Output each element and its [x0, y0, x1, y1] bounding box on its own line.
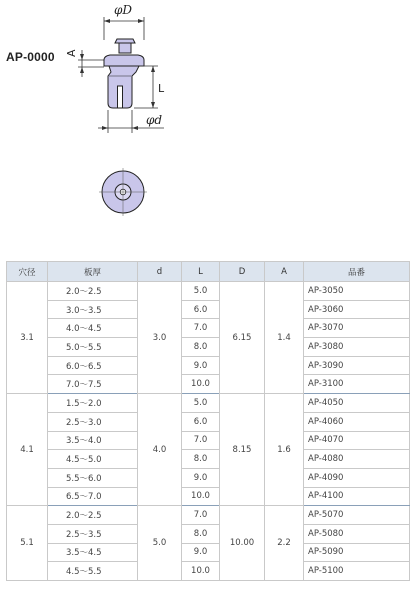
cell-part: AP-5090	[304, 543, 410, 562]
dim-phid-label: φd	[146, 113, 163, 127]
rivet-drawing	[0, 0, 414, 255]
cell-A: 2.2	[265, 506, 304, 581]
cell-hole: 5.1	[7, 506, 48, 581]
cell-L: 10.0	[182, 487, 220, 506]
dim-L-label: L	[158, 82, 165, 95]
table-row	[7, 282, 410, 301]
table-row	[7, 562, 410, 581]
table-row	[7, 412, 410, 431]
cell-thickness: 2.0～2.5	[48, 506, 138, 525]
table-row	[7, 375, 410, 394]
spec-table	[6, 261, 410, 581]
cell-part: AP-3100	[304, 375, 410, 394]
rivet-side-view	[104, 39, 144, 108]
cell-thickness: 5.5～6.0	[48, 468, 138, 487]
cell-L: 9.0	[182, 543, 220, 562]
cell-part: AP-5100	[304, 562, 410, 581]
table-row	[7, 487, 410, 506]
cell-thickness: 4.5～5.5	[48, 562, 138, 581]
header-thickness: 板厚	[48, 262, 138, 282]
dim-A-label: A	[65, 49, 78, 57]
table-row	[7, 300, 410, 319]
cell-part: AP-5080	[304, 524, 410, 543]
cell-L: 10.0	[182, 375, 220, 394]
cell-thickness: 5.0～5.5	[48, 338, 138, 357]
table-row	[7, 524, 410, 543]
cell-thickness: 3.5～4.0	[48, 431, 138, 450]
cell-d: 3.0	[138, 282, 182, 394]
cell-part: AP-3070	[304, 319, 410, 338]
cell-part: AP-4080	[304, 450, 410, 469]
table-row	[7, 394, 410, 413]
cell-L: 5.0	[182, 282, 220, 301]
table-row	[7, 338, 410, 357]
cell-thickness: 2.5～3.0	[48, 412, 138, 431]
cell-thickness: 3.5～4.5	[48, 543, 138, 562]
table-row	[7, 506, 410, 525]
table-row	[7, 468, 410, 487]
cell-d: 5.0	[138, 506, 182, 581]
cell-part: AP-5070	[304, 506, 410, 525]
dim-A	[65, 49, 104, 77]
cell-L: 7.0	[182, 319, 220, 338]
cell-A: 1.6	[265, 394, 304, 506]
header-d: d	[138, 262, 182, 282]
cell-part: AP-3050	[304, 282, 410, 301]
cell-L: 6.0	[182, 412, 220, 431]
dim-L	[134, 66, 165, 108]
dim-phiD-label: φD	[114, 3, 133, 17]
cell-thickness: 2.0～2.5	[48, 282, 138, 301]
cell-part: AP-4050	[304, 394, 410, 413]
model-label: AP-0000	[6, 50, 55, 64]
header-L: L	[182, 262, 220, 282]
cell-D: 10.00	[220, 506, 265, 581]
cell-thickness: 3.0～3.5	[48, 300, 138, 319]
cell-part: AP-4100	[304, 487, 410, 506]
cell-thickness: 4.0～4.5	[48, 319, 138, 338]
cell-d: 4.0	[138, 394, 182, 506]
cell-part: AP-3090	[304, 356, 410, 375]
cell-L: 7.0	[182, 431, 220, 450]
dim-phid	[98, 110, 164, 133]
cell-thickness: 7.0～7.5	[48, 375, 138, 394]
cell-L: 9.0	[182, 356, 220, 375]
cell-thickness: 4.5～5.0	[48, 450, 138, 469]
cell-part: AP-4070	[304, 431, 410, 450]
cell-L: 7.0	[182, 506, 220, 525]
cell-thickness: 1.5～2.0	[48, 394, 138, 413]
cell-L: 6.0	[182, 300, 220, 319]
rivet-top-view	[99, 168, 147, 216]
cell-thickness: 2.5～3.5	[48, 524, 138, 543]
cell-L: 10.0	[182, 562, 220, 581]
cell-L: 8.0	[182, 524, 220, 543]
cell-L: 8.0	[182, 338, 220, 357]
header-hole: 穴径	[7, 262, 48, 282]
cell-part: AP-4060	[304, 412, 410, 431]
header-D: D	[220, 262, 265, 282]
cell-D: 8.15	[220, 394, 265, 506]
header-part: 品番	[304, 262, 410, 282]
table-row	[7, 356, 410, 375]
cell-part: AP-4090	[304, 468, 410, 487]
cell-L: 5.0	[182, 394, 220, 413]
dim-phiD	[104, 3, 144, 40]
table-row	[7, 543, 410, 562]
cell-hole: 3.1	[7, 282, 48, 394]
table-row	[7, 450, 410, 469]
header-A: A	[265, 262, 304, 282]
table-header-row	[7, 262, 410, 282]
cell-thickness: 6.0～6.5	[48, 356, 138, 375]
cell-hole: 4.1	[7, 394, 48, 506]
cell-thickness: 6.5～7.0	[48, 487, 138, 506]
table-row	[7, 319, 410, 338]
cell-D: 6.15	[220, 282, 265, 394]
cell-part: AP-3060	[304, 300, 410, 319]
cell-part: AP-3080	[304, 338, 410, 357]
cell-A: 1.4	[265, 282, 304, 394]
cell-L: 9.0	[182, 468, 220, 487]
table-row	[7, 431, 410, 450]
cell-L: 8.0	[182, 450, 220, 469]
